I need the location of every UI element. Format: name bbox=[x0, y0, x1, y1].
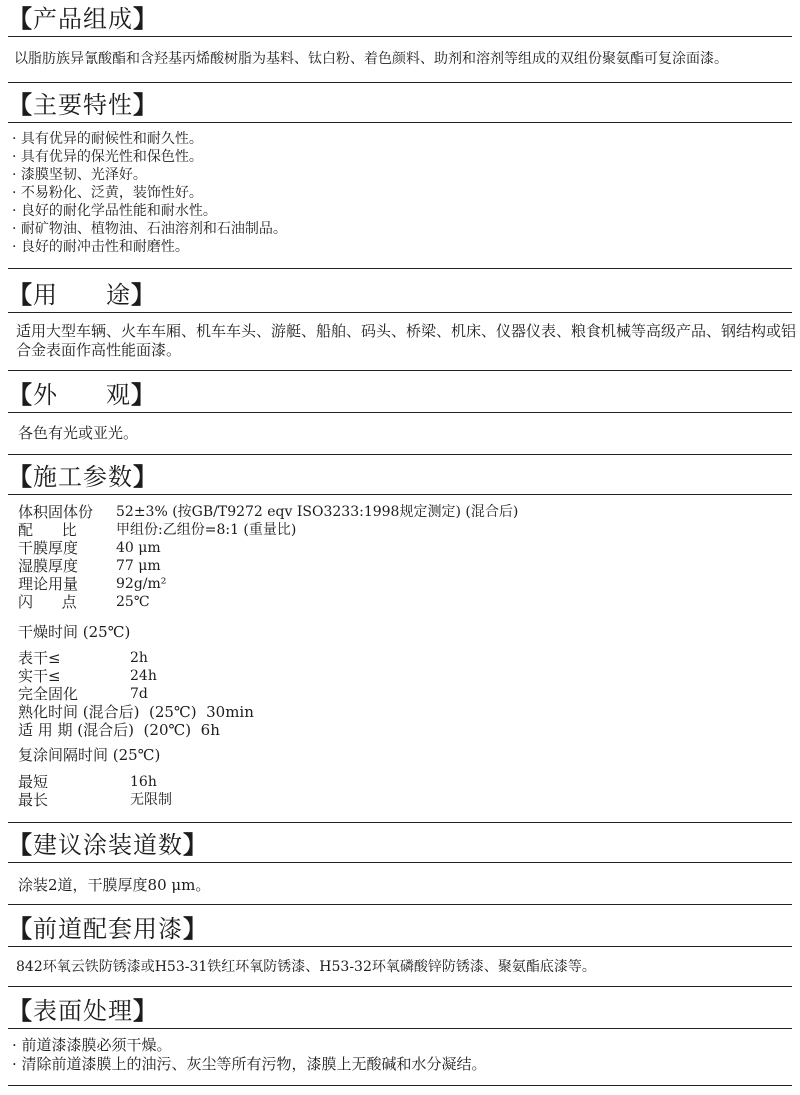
heading-text: 施工参数 bbox=[33, 463, 133, 491]
param-value: 24h bbox=[130, 668, 157, 684]
divider bbox=[8, 412, 792, 413]
recommended-coats-text: 涂装2道，干膜厚度80 μm。 bbox=[18, 876, 211, 894]
divider bbox=[8, 122, 792, 123]
param-label: 干膜厚度 bbox=[18, 539, 79, 557]
param-value: 92g/m² bbox=[116, 576, 167, 592]
divider bbox=[8, 494, 792, 495]
heading-text: 建议涂装道数 bbox=[33, 831, 183, 859]
param-label: 实干≤ bbox=[18, 667, 61, 685]
param-value: 2h bbox=[130, 650, 148, 666]
heading-usage: 【用 途】 bbox=[8, 281, 156, 309]
drying-time-title: 干燥时间 (25℃) bbox=[18, 623, 131, 641]
param-label: 完全固化 bbox=[18, 685, 79, 703]
heading-surface-treatment: 【表面处理】 bbox=[8, 997, 158, 1025]
divider bbox=[8, 822, 792, 823]
param-label: 配 比 bbox=[18, 521, 77, 539]
divider bbox=[8, 454, 792, 455]
param-label: 最短 bbox=[18, 773, 49, 791]
surface-item: · 清除前道漆膜上的油污、灰尘等所有污物，漆膜上无酸碱和水分凝结。 bbox=[12, 1055, 487, 1073]
surface-item: · 前道漆漆膜必须干燥。 bbox=[12, 1036, 172, 1054]
divider bbox=[8, 1085, 792, 1086]
divider bbox=[8, 904, 792, 905]
param-label: 表干≤ bbox=[18, 649, 61, 667]
heading-text: 表面处理 bbox=[33, 997, 133, 1025]
divider bbox=[8, 370, 792, 371]
feature-item: · 良好的耐冲击性和耐磨性。 bbox=[12, 239, 189, 255]
param-label: 理论用量 bbox=[18, 575, 79, 593]
param-label: 最长 bbox=[18, 791, 49, 809]
feature-item: · 具有优异的保光性和保色性。 bbox=[12, 149, 203, 165]
feature-item: · 耐矿物油、植物油、石油溶剂和石油制品。 bbox=[12, 221, 287, 237]
feature-item: · 不易粉化、泛黄，装饰性好。 bbox=[12, 185, 203, 201]
heading-appearance: 【外 观】 bbox=[8, 381, 156, 409]
divider bbox=[8, 268, 792, 269]
divider bbox=[8, 986, 792, 987]
heading-text: 主要特性 bbox=[33, 91, 133, 119]
param-value: 7d bbox=[130, 686, 148, 702]
heading-text-a: 外 bbox=[33, 381, 58, 409]
pot-life: 适 用 期 (混合后) (20℃) 6h bbox=[18, 721, 220, 739]
appearance-text: 各色有光或亚光。 bbox=[18, 424, 139, 442]
usage-text: 适用大型车辆、火车车厢、机车车头、游艇、船舶、码头、桥梁、机床、仪器仪表、粮食机械等高级产品、钢结构或铝合金表面作高性能面漆。 bbox=[16, 322, 797, 359]
heading-primer-system: 【前道配套用漆】 bbox=[8, 915, 208, 943]
feature-item: · 良好的耐化学品性能和耐水性。 bbox=[12, 203, 217, 219]
param-value: 52±3% (按GB/T9272 eqv ISO3233:1998规定测定) (混合后) bbox=[116, 504, 519, 520]
param-value: 77 μm bbox=[116, 558, 161, 574]
param-value: 25℃ bbox=[116, 594, 150, 610]
heading-application-parameters: 【施工参数】 bbox=[8, 463, 158, 491]
primer-system-text: 842环氧云铁防锈漆或H53-31铁红环氧防锈漆、H53-32环氧磷酸锌防锈漆、聚氨酯底漆等。 bbox=[16, 959, 596, 975]
param-value: 16h bbox=[130, 774, 157, 790]
maturation-time: 熟化时间 (混合后) (25℃) 30min bbox=[18, 703, 254, 721]
heading-text-b: 观 bbox=[106, 381, 131, 409]
divider bbox=[8, 1028, 792, 1029]
heading-text: 产品组成 bbox=[33, 5, 133, 33]
divider bbox=[8, 312, 792, 313]
feature-item: · 具有优异的耐候性和耐久性。 bbox=[12, 131, 203, 147]
param-value: 无限制 bbox=[130, 792, 172, 808]
divider bbox=[8, 36, 792, 37]
feature-item: · 漆膜坚韧、光泽好。 bbox=[12, 167, 147, 183]
divider bbox=[8, 862, 792, 863]
composition-text: 以脂肪族异氰酸酯和含羟基丙烯酸树脂为基料、钛白粉、着色颜料、助剂和溶剂等组成的双组份聚氨酯可复涂面漆。 bbox=[14, 51, 728, 67]
divider bbox=[8, 946, 792, 947]
heading-main-features: 【主要特性】 bbox=[8, 91, 158, 119]
param-label: 湿膜厚度 bbox=[18, 557, 79, 575]
param-value: 甲组份:乙组份=8:1 (重量比) bbox=[116, 522, 297, 538]
heading-text-a: 用 bbox=[33, 281, 58, 309]
divider bbox=[8, 82, 792, 83]
param-label: 体积固体份 bbox=[18, 503, 94, 521]
param-label: 闪 点 bbox=[18, 593, 77, 611]
heading-product-composition: 【产品组成】 bbox=[8, 5, 158, 33]
param-value: 40 μm bbox=[116, 540, 161, 556]
heading-recommended-coats: 【建议涂装道数】 bbox=[8, 831, 208, 859]
heading-text-b: 途 bbox=[106, 281, 131, 309]
heading-text: 前道配套用漆 bbox=[33, 915, 183, 943]
recoat-interval-title: 复涂间隔时间 (25℃) bbox=[18, 746, 161, 764]
